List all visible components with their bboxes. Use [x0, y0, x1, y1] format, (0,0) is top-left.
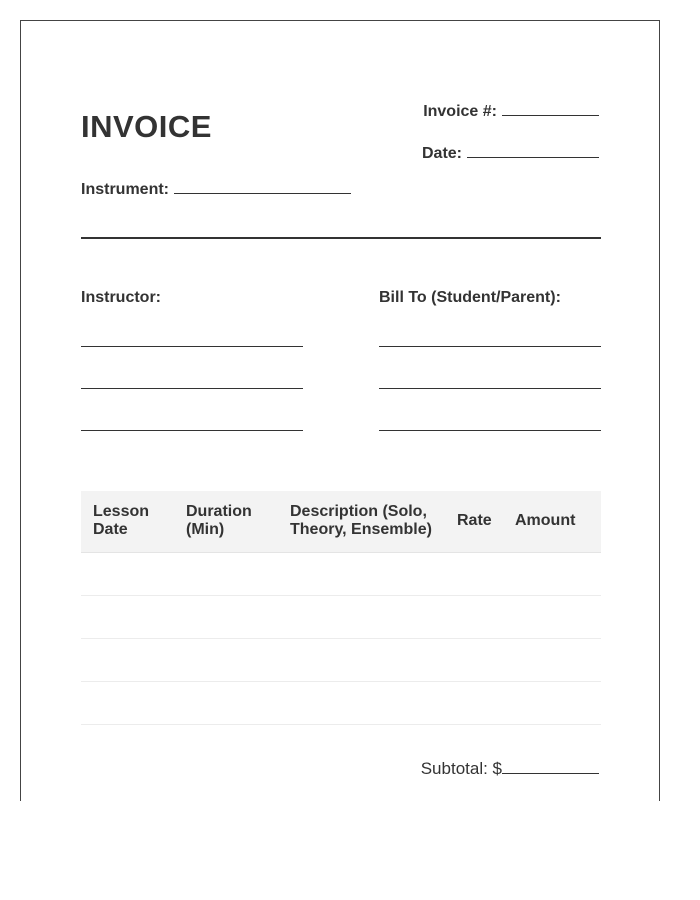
- table-cell[interactable]: [278, 681, 445, 724]
- instrument-row: [81, 179, 351, 199]
- instructor-line-1[interactable]: [81, 346, 303, 347]
- table-cell[interactable]: [81, 638, 174, 681]
- table-cell[interactable]: [445, 681, 503, 724]
- table-cell[interactable]: [445, 552, 503, 595]
- table-cell[interactable]: [503, 595, 601, 638]
- instructor-label: Instructor:: [81, 289, 161, 306]
- table-cell[interactable]: [278, 638, 445, 681]
- column-header-duration: Duration (Min): [174, 491, 278, 552]
- invoice-number-blank[interactable]: [502, 101, 599, 116]
- table-cell[interactable]: [278, 595, 445, 638]
- table-row: [81, 595, 601, 638]
- table-cell[interactable]: [81, 681, 174, 724]
- header-divider: [81, 237, 601, 239]
- column-header-lesson-date: Lesson Date: [81, 491, 174, 552]
- invoice-number-label: Invoice #:: [423, 103, 497, 120]
- invoice-number-row: [423, 101, 599, 121]
- subtotal-row: [421, 759, 599, 779]
- instructor-block: [81, 289, 303, 431]
- table-cell[interactable]: [445, 638, 503, 681]
- invoice-date-row: [422, 143, 599, 163]
- table-cell[interactable]: [81, 552, 174, 595]
- instrument-blank[interactable]: [174, 179, 351, 194]
- bill-to-line-3[interactable]: [379, 430, 601, 431]
- bill-to-line-2[interactable]: [379, 388, 601, 389]
- bill-to-line-1[interactable]: [379, 346, 601, 347]
- bill-to-label: Bill To (Student/Parent):: [379, 289, 561, 306]
- table-row: [81, 552, 601, 595]
- table-cell[interactable]: [503, 552, 601, 595]
- invoice-date-label: Date:: [421, 145, 462, 162]
- subtotal-label: Subtotal: $: [420, 759, 502, 778]
- table-cell[interactable]: [278, 552, 445, 595]
- invoice-date-blank[interactable]: [467, 143, 599, 158]
- column-header-description: Description (Solo, Theory, Ensemble): [278, 491, 445, 552]
- table-cell[interactable]: [503, 638, 601, 681]
- invoice-title: INVOICE: [81, 109, 212, 144]
- column-header-rate: Rate: [445, 491, 503, 552]
- instrument-label: Instrument:: [81, 181, 169, 198]
- table-cell[interactable]: [445, 595, 503, 638]
- table-cell[interactable]: [503, 681, 601, 724]
- column-header-amount: Amount: [503, 491, 601, 552]
- table-cell[interactable]: [174, 595, 278, 638]
- table-row: [81, 681, 601, 724]
- subtotal-blank[interactable]: [502, 759, 599, 774]
- table-cell[interactable]: [174, 681, 278, 724]
- bill-to-block: [379, 289, 601, 431]
- table-cell[interactable]: [81, 595, 174, 638]
- table-row: [81, 638, 601, 681]
- instructor-line-3[interactable]: [81, 430, 303, 431]
- table-cell[interactable]: [174, 638, 278, 681]
- instructor-line-2[interactable]: [81, 388, 303, 389]
- table-header-row: [81, 491, 601, 552]
- invoice-page: [20, 20, 660, 801]
- lessons-table: [81, 491, 601, 725]
- table-cell[interactable]: [174, 552, 278, 595]
